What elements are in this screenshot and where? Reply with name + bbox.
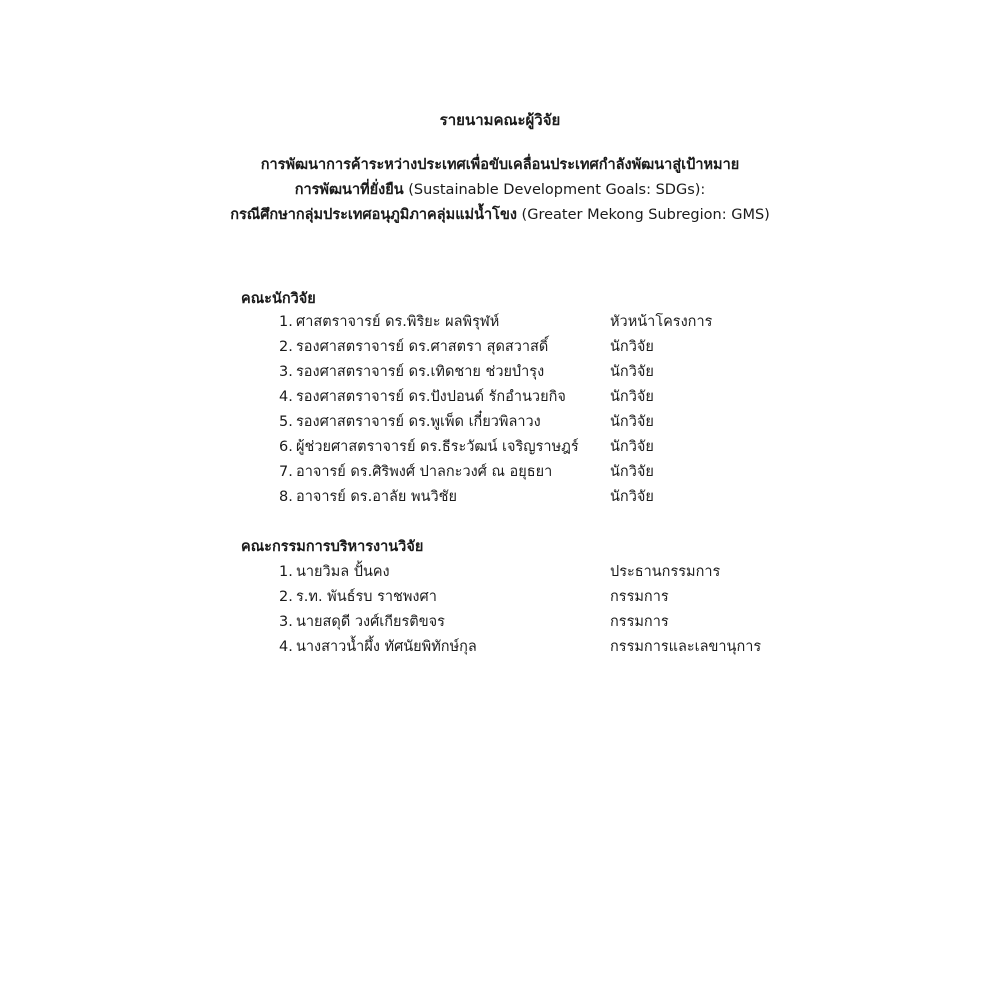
member-number: 7. bbox=[279, 464, 293, 480]
member-role: ประธานกรรมการ bbox=[610, 564, 721, 580]
member-role: กรรมการ bbox=[610, 614, 669, 630]
member-number: 4. bbox=[279, 639, 293, 655]
project-title-line-2 bbox=[0, 180, 1000, 200]
project-title-line-3 bbox=[0, 205, 1000, 225]
member-name: รองศาสตราจารย์ ดร.ศาสตรา สุดสวาสดิ์ bbox=[296, 339, 549, 355]
committee-row bbox=[0, 562, 1000, 587]
project-title-line-3-english: (Greater Mekong Subregion: GMS) bbox=[516, 207, 770, 223]
researcher-row bbox=[0, 412, 1000, 437]
committee-list bbox=[0, 562, 1000, 662]
project-title-line-1-text: การพัฒนาการค้าระหว่างประเทศเพื่อขับเคลื่อนประเทศกำลังพัฒนาสู่เป้าหมาย bbox=[260, 157, 740, 173]
committee-row bbox=[0, 612, 1000, 637]
project-title-line-3-thai: กรณีศึกษากลุ่มประเทศอนุภูมิภาคลุ่มแม่น้ำโขง bbox=[230, 207, 517, 223]
member-role: นักวิจัย bbox=[610, 364, 654, 380]
member-name: รองศาสตราจารย์ ดร.ปังปอนด์ รักอำนวยกิจ bbox=[296, 389, 566, 405]
project-title-line-1 bbox=[0, 155, 1000, 175]
researchers-list bbox=[0, 312, 1000, 512]
member-name: นายสดุดี วงศ์เกียรติขจร bbox=[296, 614, 445, 630]
member-number: 6. bbox=[279, 439, 293, 455]
researchers-heading: คณะนักวิจัย bbox=[241, 291, 316, 307]
document-title: รายนามคณะผู้วิจัย bbox=[439, 111, 561, 129]
member-name: อาจารย์ ดร.ศิริพงศ์ ปาลกะวงศ์ ณ อยุธยา bbox=[296, 464, 553, 480]
member-role: นักวิจัย bbox=[610, 489, 654, 505]
member-role: หัวหน้าโครงการ bbox=[610, 314, 713, 330]
member-role: นักวิจัย bbox=[610, 389, 654, 405]
member-name: ผู้ช่วยศาสตราจารย์ ดร.ธีระวัฒน์ เจริญราษฎร์ bbox=[296, 439, 579, 455]
member-number: 1. bbox=[279, 564, 293, 580]
researcher-row bbox=[0, 462, 1000, 487]
researcher-row bbox=[0, 387, 1000, 412]
member-number: 5. bbox=[279, 414, 293, 430]
researcher-row bbox=[0, 487, 1000, 512]
member-name: ร.ท. พันธ์รบ ราชพงศา bbox=[296, 589, 437, 605]
member-role: นักวิจัย bbox=[610, 464, 654, 480]
member-role: นักวิจัย bbox=[610, 339, 654, 355]
member-role: กรรมการและเลขานุการ bbox=[610, 639, 762, 655]
researcher-row bbox=[0, 337, 1000, 362]
member-number: 1. bbox=[279, 314, 293, 330]
committee-row bbox=[0, 587, 1000, 612]
member-number: 3. bbox=[279, 614, 293, 630]
member-name: นายวิมล ปั้นคง bbox=[296, 564, 390, 580]
committee-row bbox=[0, 637, 1000, 662]
project-title-line-2-english: (Sustainable Development Goals: SDGs): bbox=[403, 182, 706, 198]
member-name: ศาสตราจารย์ ดร.พิริยะ ผลพิรุฬห์ bbox=[296, 314, 500, 330]
member-number: 8. bbox=[279, 489, 293, 505]
member-role: กรรมการ bbox=[610, 589, 669, 605]
member-name: อาจารย์ ดร.อาลัย พนวิชัย bbox=[296, 489, 457, 505]
researcher-row bbox=[0, 437, 1000, 462]
committee-heading: คณะกรรมการบริหารงานวิจัย bbox=[241, 539, 424, 555]
member-number: 2. bbox=[279, 589, 293, 605]
member-name: รองศาสตราจารย์ ดร.เทิดชาย ช่วยบำรุง bbox=[296, 364, 545, 380]
member-role: นักวิจัย bbox=[610, 414, 654, 430]
researcher-row bbox=[0, 362, 1000, 387]
member-number: 4. bbox=[279, 389, 293, 405]
member-name: รองศาสตราจารย์ ดร.พูเพ็ด เกี๋ยวพิลาวง bbox=[296, 414, 541, 430]
member-role: นักวิจัย bbox=[610, 439, 654, 455]
member-number: 3. bbox=[279, 364, 293, 380]
member-number: 2. bbox=[279, 339, 293, 355]
project-title-line-2-thai: การพัฒนาที่ยั่งยืน bbox=[294, 182, 404, 198]
member-name: นางสาวน้ำผึ้ง ทัศนัยพิทักษ์กุล bbox=[296, 639, 477, 655]
researcher-row bbox=[0, 312, 1000, 337]
